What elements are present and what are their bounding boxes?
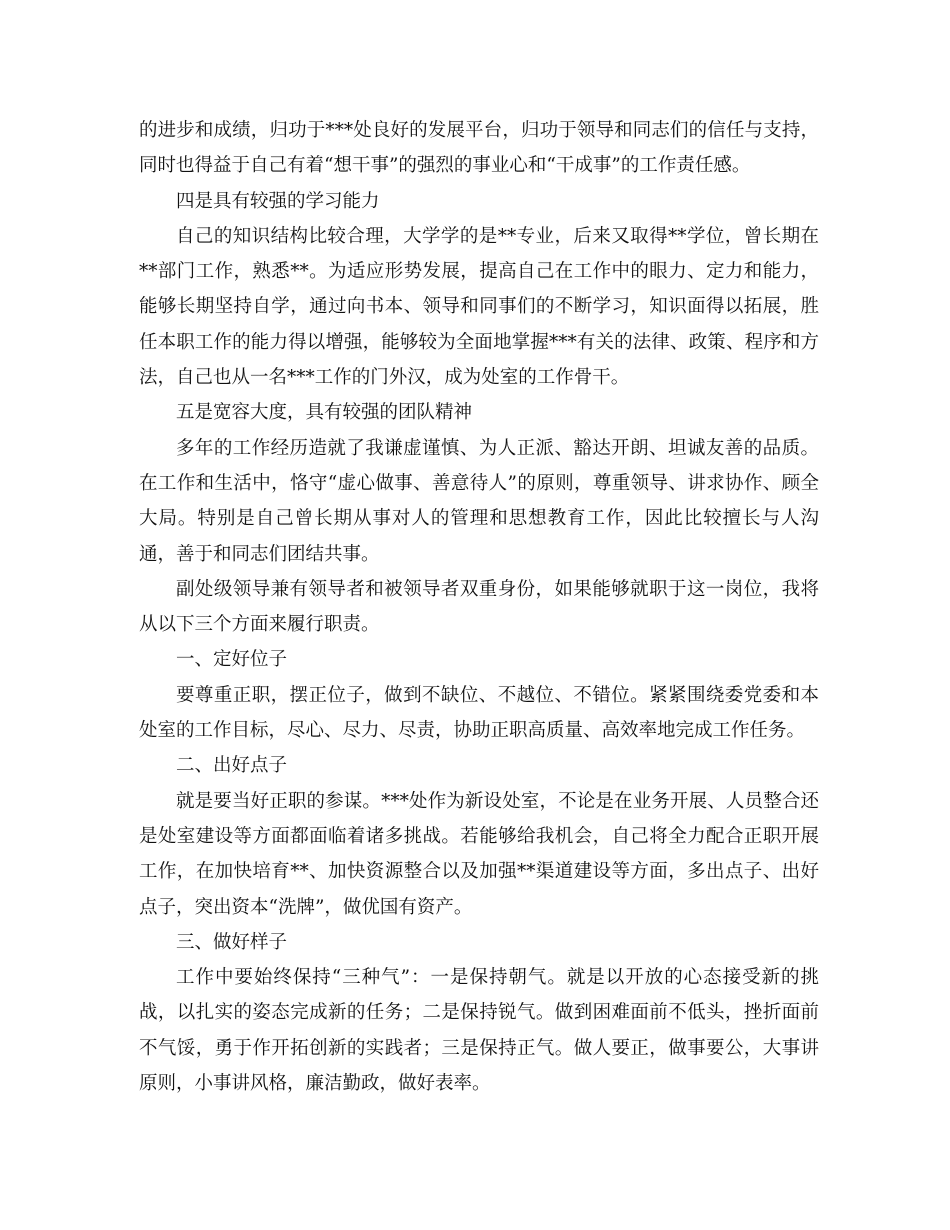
document-body bbox=[139, 113, 819, 1101]
paragraph-continuation: 的进步和成绩，归功于***处良好的发展平台，归功于领导和同志们的信任与支持，同时也得益于自己有着“想干事”的强烈的事业心和“干成事”的工作责任感。 bbox=[139, 120, 819, 177]
section-heading-team-spirit: 五是宽容大度，具有较强的团队精神 bbox=[176, 402, 473, 424]
paragraph-example: 工作中要始终保持“三种气”：一是保持朝气。就是以开放的心态接受新的挑战，以扎实的姿态完成新的任务；二是保持锐气。做到困难面前不低头，挫折面前不气馁，勇于作开拓创新的实践者；三是保持正气。做人要正，做事要公，大事讲原则，小事讲风格，廉洁勤政，做好表率。 bbox=[139, 967, 819, 1095]
paragraph-role-intro: 副处级领导兼有领导者和被领导者双重身份，如果能够就职于这一岗位，我将从以下三个方面来履行职责。 bbox=[139, 578, 819, 636]
paragraph-position: 要尊重正职，摆正位子，做到不缺位、不越位、不错位。紧紧围绕委党委和本处室的工作目标，尽心、尽力、尽责，协助正职高质量、高效率地完成工作任务。 bbox=[139, 684, 819, 742]
section-heading-example: 三、做好样子 bbox=[176, 931, 288, 953]
section-heading-position: 一、定好位子 bbox=[176, 649, 288, 671]
paragraph-learning-ability: 自己的知识结构比较合理，大学学的是**专业，后来又取得**学位，曾长期在**部门工作，熟悉**。为适应形势发展，提高自己在工作中的眼力、定力和能力，能够长期坚持自学，通过向书本、领导和同事们的不断学习，知识面得以拓展，胜任本职工作的能力得以增强，能够较为全面地掌握***有关的法律、政策、程序和方法，自己也从一名***工作的门外汉，成为处室的工作骨干。 bbox=[139, 225, 819, 389]
section-heading-ideas: 二、出好点子 bbox=[176, 755, 288, 777]
paragraph-team-spirit: 多年的工作经历造就了我谦虚谨慎、为人正派、豁达开朗、坦诚友善的品质。在工作和生活中，恪守“虚心做事、善意待人”的原则，尊重领导、讲求协作、顾全大局。特别是自己曾长期从事对人的管理和思想教育工作，因此比较擅长与人沟通，善于和同志们团结共事。 bbox=[139, 437, 819, 565]
paragraph-ideas: 就是要当好正职的参谋。***处作为新设处室，不论是在业务开展、人员整合还是处室建设等方面都面临着诸多挑战。若能够给我机会，自己将全力配合正职开展工作，在加快培育**、加快资源整合以及加强**渠道建设等方面，多出点子、出好点子，突出资本“洗牌”，做优国有资产。 bbox=[139, 790, 819, 918]
section-heading-learning-ability: 四是具有较强的学习能力 bbox=[176, 190, 380, 212]
